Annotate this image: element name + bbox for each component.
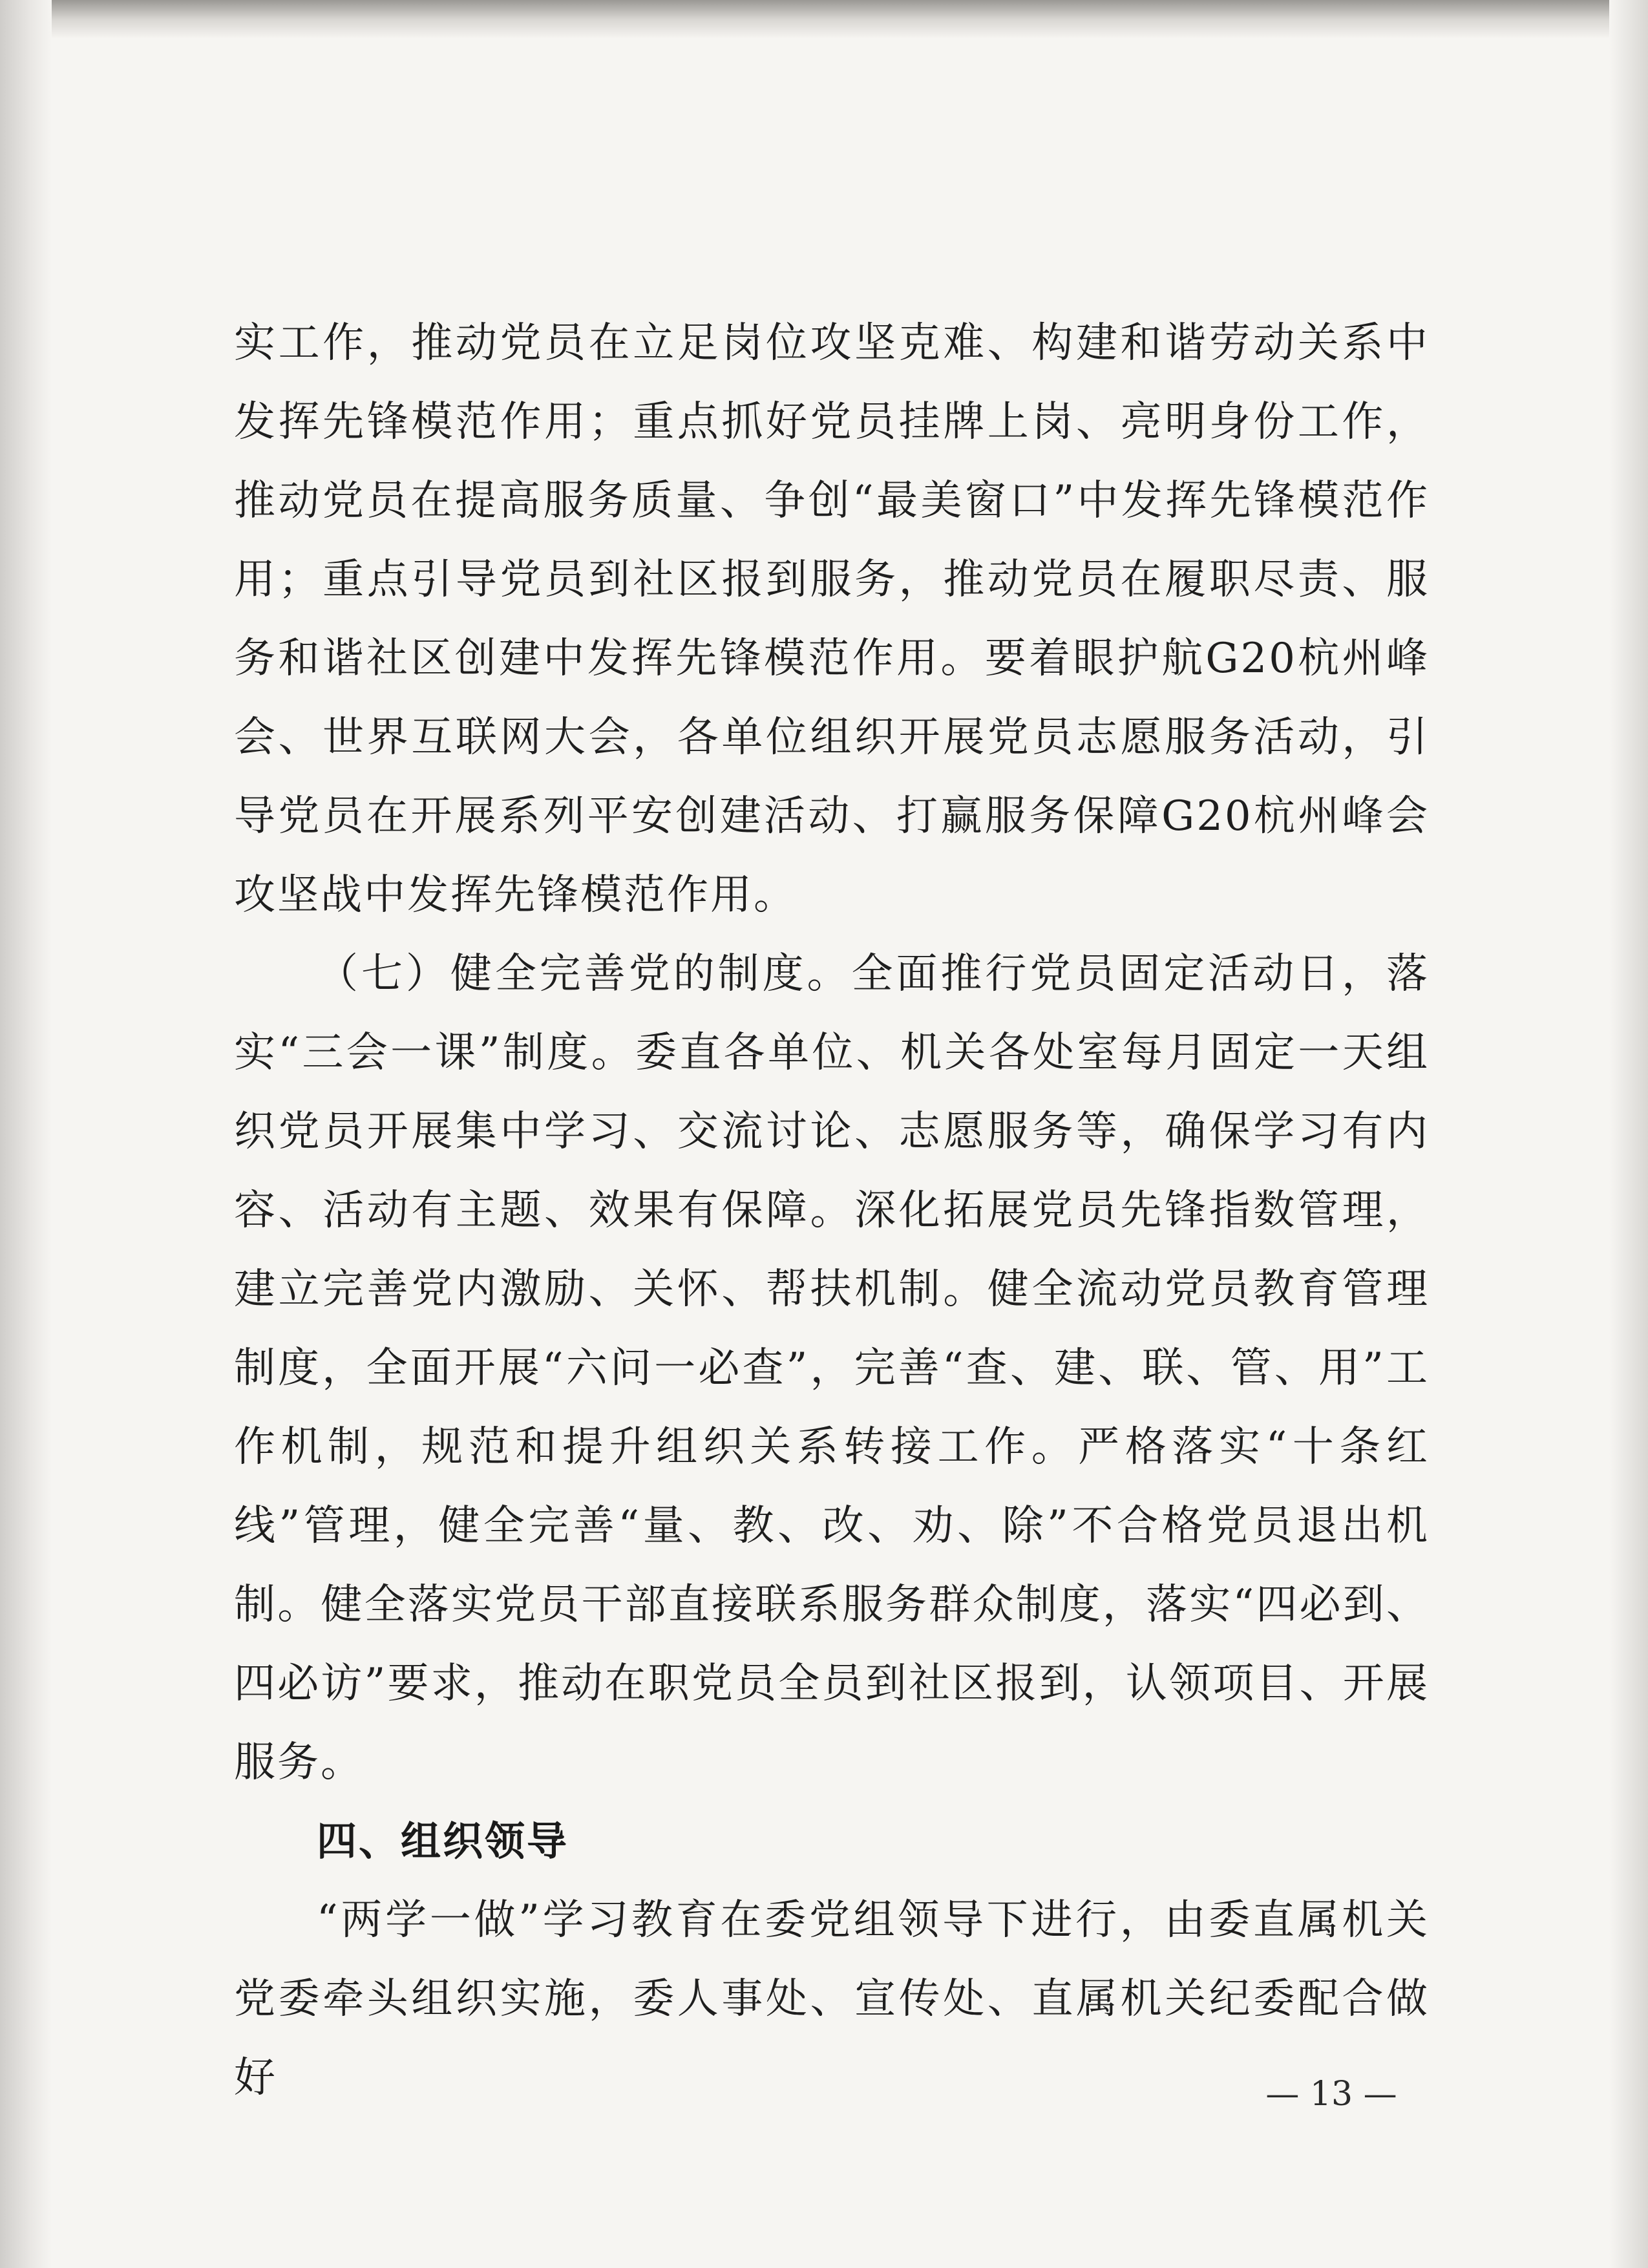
page-number: — 13 — (1265, 2075, 1397, 2114)
scan-shadow-left (0, 0, 52, 2268)
paragraph-continued: 实工作，推动党员在立足岗位攻坚克难、构建和谐劳动关系中发挥先锋模范作用；重点抓好党员挂牌上岗、亮明身份工作，推动党员在提高服务质量、争创“最美窗口”中发挥先锋模范作用；重点引导党员到社区报到服务，推动党员在履职尽责、服务和谐社区创建中发挥先锋模范作用。要着眼护航G20杭州峰会、世界互联网大会，各单位组织开展党员志愿服务活动，引导党员在开展系列平安创建活动、打赢服务保障G20杭州峰会攻坚战中发挥先锋模范作用。 (234, 319, 1430, 919)
section-heading: 四、组织领导 (317, 1818, 569, 1865)
paragraph-leadership: “两学一做”学习教育在委党组领导下进行，由委直属机关党委牵头组织实施，委人事处、宣传处、直属机关纪委配合做好 (234, 1896, 1430, 2102)
scan-shadow-top (0, 0, 1648, 39)
scan-shadow-right (1609, 0, 1648, 2268)
paragraph-seven: （七）健全完善党的制度。全面推行党员固定活动日，落实“三会一课”制度。委直各单位、机关各处室每月固定一天组织党员开展集中学习、交流讨论、志愿服务等，确保学习有内容、活动有主题、效果有保障。深化拓展党员先锋指数管理，建立完善党内激励、关怀、帮扶机制。健全流动党员教育管理制度，全面开展“六问一必查”，完善“查、建、联、管、用”工作机制，规范和提升组织关系转接工作。严格落实“十条红线”管理，健全完善“量、教、改、劝、除”不合格党员退出机制。健全落实党员干部直接联系服务群众制度，落实“四必到、四必访”要求，推动在职党员全员到社区报到，认领项目、开展服务。 (234, 950, 1430, 1786)
document-body (234, 304, 1430, 2117)
